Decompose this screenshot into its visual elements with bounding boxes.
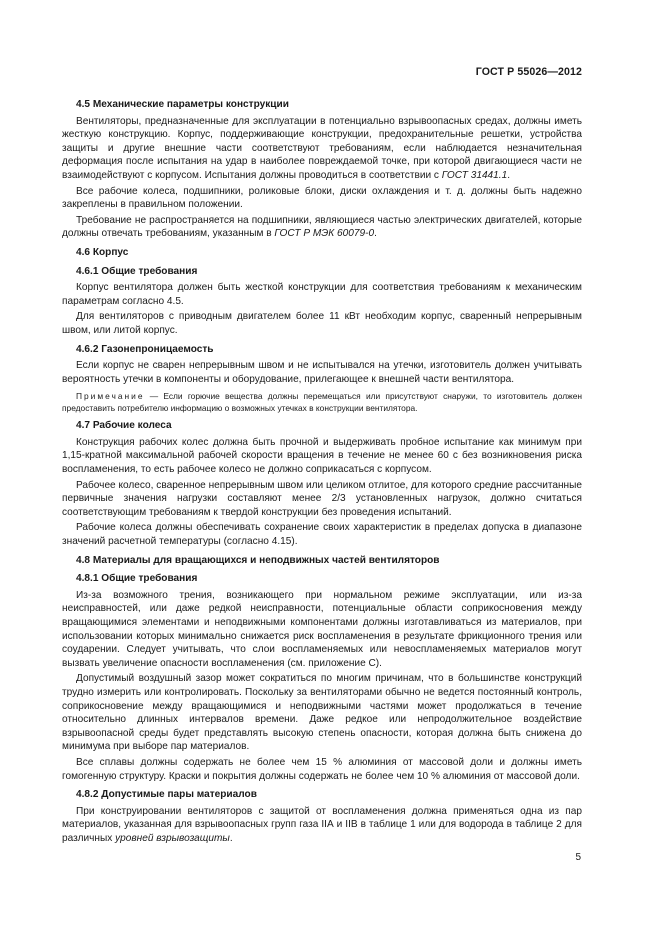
subsection-heading: 4.8.1 Общие требования xyxy=(76,573,198,585)
section-heading: 4.5 Механические параметры конструкции xyxy=(76,99,289,110)
subsection-heading: 4.6.1 Общие требования xyxy=(76,265,198,277)
document-header: ГОСТ Р 55026—2012 xyxy=(475,66,582,78)
subsection-heading: 4.6.2 Газонепроницаемость xyxy=(76,343,214,355)
paragraph: Корпус вентилятора должен быть жесткой конструкции для соответствия требованиям к механическим параметрам согласно 4.5. xyxy=(62,282,582,307)
paragraph: Допустимый воздушный зазор может сократиться по многим причинам, что в большинстве конструкций трудно измерить или контролировать. Поскольку за вентиляторами обычно не ведется постоянный контроль, соприкосновение между вращающимися и неподвижными частями может продолжаться в течение относительно длинных интервалов времени. Даже редкое или непродолжительное воздействие взрывоопасной среды будет представлять высокую степень опасности, которая должна быть снижена до минимума при выборе пар материалов. xyxy=(62,673,582,753)
paragraph: Все сплавы должны содержать не более чем 15 % алюминия от массовой доли и должны иметь гомогенную структуру. Краски и покрытия должны содержать не более чем 10 % алюминия от массовой доли. xyxy=(62,756,582,782)
note xyxy=(62,390,582,414)
paragraph: Вентиляторы, предназначенные для эксплуатации в потенциально взрывоопасных средах, должны иметь жесткую конструкцию. Корпус, поддерживающие конструкции, предохранительные решетки, устройства защиты и другие внешние части соответствуют требованиям, если наблюдается незначительная деформация после испытания на удар в наиболее повреждаемой точке, при которой двигающиеся части не взаимодействуют с корпусом. Испытания должны проводиться в соответствии с ГОСТ 31441.1. xyxy=(62,115,582,181)
paragraph: Требование не распространяется на подшипники, являющиеся частью электрических двигателей, которые должны отвечать требованиям, указанным в ГОСТ Р МЭК 60079-0. xyxy=(62,214,582,240)
paragraph: Рабочее колесо, сваренное непрерывным швом или целиком отлитое, для которого средние рассчитанные первичные значения нагрузки составляют менее 2/3 установленных нагрузок, должно считаться соответствующим требованиям к твердой конструкции без проведения испытаний. xyxy=(62,479,583,518)
note-label: Примечание xyxy=(76,391,145,402)
paragraph: При конструировании вентиляторов с защитой от воспламенения должна применяться одна из пар материалов, указанная для взрывоопасных групп газа IIА и IIВ в таблице 1 или для водорода в таблице 2 для различных уровней взрывозащиты. xyxy=(62,805,582,844)
paragraph: Все рабочие колеса, подшипники, роликовые блоки, диски охлаждения и т. д. должны быть надежно закреплены в правильном положении. xyxy=(62,185,582,211)
document-body xyxy=(62,98,582,848)
note-text: — Если горючие вещества должны перемещаться или присутствуют снаружи, то изготовитель должен предоставить потребителю информацию о возможных утечках в конструкции вентилятора. xyxy=(62,391,582,414)
section-heading: 4.8 Материалы для вращающихся и неподвижных частей вентиляторов xyxy=(76,554,440,566)
paragraph: Из-за возможного трения, возникающего при нормальном режиме эксплуатации, или из-за неисправностей, или даже редкой неисправности, потенциальные области соприкосновения между вращающимися элементами и неподвижными компонентами должны изготавливаться из материалов, при использовании которых минимально снижается риск воспламенения в результате фрикционного трения или соударении. Следует учитывать, что слои воспламеняемых или невоспламеняемых материалов могут вызвать увеличение опасности воспламенения (см. приложение С). xyxy=(62,589,582,669)
section-heading: 4.6 Корпус xyxy=(76,246,129,258)
subsection-heading: 4.8.2 Допустимые пары материалов xyxy=(76,789,257,801)
page-number: 5 xyxy=(575,852,581,863)
paragraph: Если корпус не сварен непрерывным швом и не испытывался на утечки, изготовитель должен учитывать вероятность утечки в компоненты и оборудование, прилегающее к внешней части вентилятора. xyxy=(62,360,582,385)
section-heading: 4.7 Рабочие колеса xyxy=(76,420,172,432)
paragraph: Рабочие колеса должны обеспечивать сохранение своих характеристик в пределах допуска в диапазоне значений расчетной температуры (согласно 4.15). xyxy=(62,522,582,548)
paragraph: Конструкция рабочих колес должна быть прочной и выдерживать пробное испытание как минимум при 1,15-кратной максимальной рабочей скорости вращения в течение не менее 60 с без возникновения риска воспламенения, то есть рабочее колесо не должно соприкасаться с корпусом. xyxy=(62,436,582,476)
paragraph: Для вентиляторов с приводным двигателем более 11 кВт необходим корпус, сваренный непрерывным швом, или литой корпус. xyxy=(62,311,582,336)
